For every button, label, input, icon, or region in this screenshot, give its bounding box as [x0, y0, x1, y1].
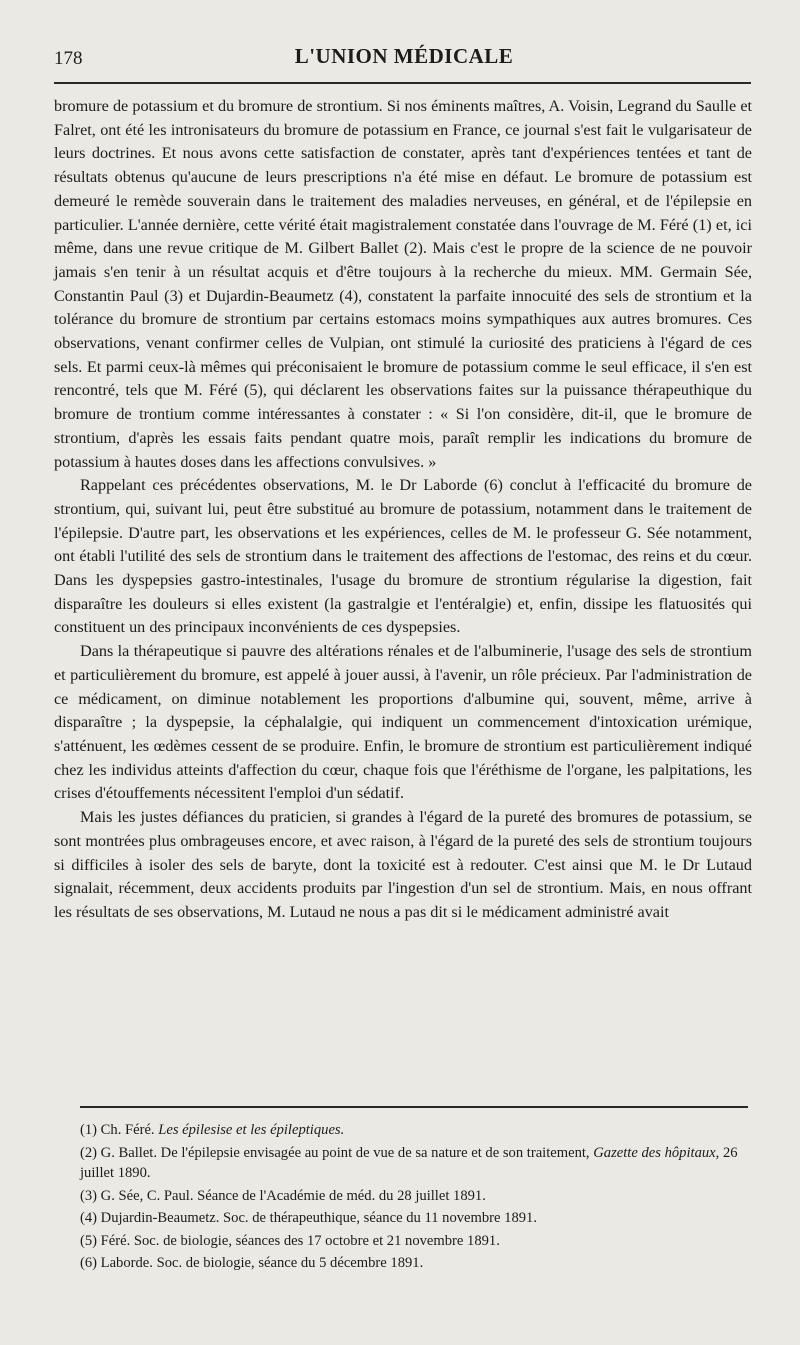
footnote-6: (6) Laborde. Soc. de biologie, séance du 5 décembre 1891.: [80, 1255, 424, 1271]
paragraph-3: Dans la thérapeutique si pauvre des altérations rénales et de l'albuminerie, l'usage des sels de strontium et particulièrement du bromure, est appelé à jouer aussi, à l'avenir, un rôle précieux. Par l'administration de ce médicament, on diminue notablement les proportions d'albumine qui, souvent, même, arrive à disparaître ; la dyspepsie, la céphalalgie, qui indiquent un commencement d'intoxication urémique, s'atténuent, les œdèmes cessent de se produire. Enfin, le bromure de strontium est particulièrement indiqué chez les individus atteints d'affection du cœur, chaque fois que l'éréthisme de l'organe, les palpitations, les crises d'étouffements nécessitent l'emploi d'un sédatif.: [54, 642, 752, 803]
footnote-5: (5) Féré. Soc. de biologie, séances des 17 octobre et 21 novembre 1891.: [80, 1232, 500, 1249]
footnote-4: (4) Dujardin-Beaumetz. Soc. de thérapeuthique, séance du 11 novembre 1891.: [80, 1210, 537, 1226]
footnote-2-rest: 26 juillet 1890.: [80, 1144, 738, 1181]
footnote-3: (3) G. Sée, C. Paul. Séance de l'Académie de méd. du 28 juillet 1891.: [80, 1187, 486, 1204]
header-rule: [54, 82, 751, 84]
page-number: 178: [54, 48, 83, 69]
article-body: [54, 95, 752, 925]
footnote-2-title: Gazette des hôpitaux,: [593, 1144, 720, 1161]
footnote-2-text: (2) G. Ballet. De l'épilepsie envisagée au point de vue de sa nature et de son traitement,: [80, 1144, 594, 1161]
journal-title: L'UNION MÉDICALE: [294, 44, 514, 68]
footnote-1-text: (1) Ch. Féré.: [80, 1122, 159, 1138]
footnotes: [80, 1120, 750, 1276]
footnote-2: [80, 1143, 750, 1184]
paragraph-2: Rappelant ces précédentes observations, M. le Dr Laborde (6) conclut à l'efficacité du bromure de strontium, qui, suivant lui, peut être substitué au bromure de potassium, notamment dans le traitement de l'épilepsie. D'autre part, les observations et les expériences, celles de M. le professeur G. Sée notamment, ont établi l'utilité des sels de strontium dans le traitement des affections de l'estomac, des reins et du cœur. Dans les dyspepsies gastro-intestinales, l'usage du bromure de strontium régularise la digestion, fait disparaître les douleurs si elles existent (la gastralgie et l'entéralgie) et, enfin, dissipe les flatuosités qui constituent un des principaux inconvénients de ces dyspepsies.: [54, 476, 752, 637]
footnote-1: [80, 1120, 750, 1141]
paragraph-1: bromure de potassium et du bromure de strontium. Si nos éminents maîtres, A. Voisin, Legrand du Saulle et Falret, ont été les intronisateurs du bromure de potassium en France, ce journal s'est fait le vulgarisateur de leurs doctrines. Et nous avons cette satisfaction de constater, après tant d'expériences tentées et tant de résultats obtenus qu'aucune de leurs prescriptions n'a été mise en défaut. Le bromure de potassium est demeuré le remède souverain dans le traitement des maladies nerveuses, en général, et de l'épilepsie en particulier. L'année dernière, cette vérité était magistralement constatée dans l'ouvrage de M. Féré (1) et, ici même, dans une revue critique de M. Gilbert Ballet (2). Mais c'est le propre de la science de ne pouvoir jamais s'en tenir à un résultat acquis et d'être toujours à la recherche du mieux. MM. Germain Sée, Constantin Paul (3) et Dujardin-Beaumetz (4), constatent la parfaite innocuité des sels de strontium et la tolérance du bromure de strontium par certains estomacs moins sympathiques aux autres bromures. Ces observations, venant confirmer celles de Vulpian, ont stimulé la curiosité des praticiens à l'égard de ces sels. Et parmi ceux-là mêmes qui préconisaient le bromure de potassium comme le seul efficace, il s'en est rencontré, tels que M. Féré (5), qui déclarent les observations faites sur la puissance thérapeuthique du bromure de trontium comme intéressantes à constater : « Si l'on considère, dit-il, que le bromure de strontium, d'après les essais faits pendant quatre mois, paraît remplir les indications du bromure de potassium à hautes doses dans les affections convulsives. »: [54, 97, 752, 471]
paragraph-4: Mais les justes défiances du praticien, si grandes à l'égard de la pureté des bromures de potassium, se sont montrées plus ombrageuses encore, et avec raison, à l'égard de la pureté des sels de strontium toujours si difficiles à isoler des sels de baryte, dont la toxicité est à redouter. C'est ainsi que M. le Dr Lutaud signalait, récemment, deux accidents produits par l'ingestion d'un sel de strontium. Mais, en nous offrant les résultats de ses observations, M. Lutaud ne nous a pas dit si le médicament administré avait: [54, 808, 752, 921]
footnote-rule: [80, 1106, 748, 1108]
footnote-1-title: Les épilesise et les épileptiques.: [158, 1122, 345, 1138]
page-header: [54, 44, 754, 74]
